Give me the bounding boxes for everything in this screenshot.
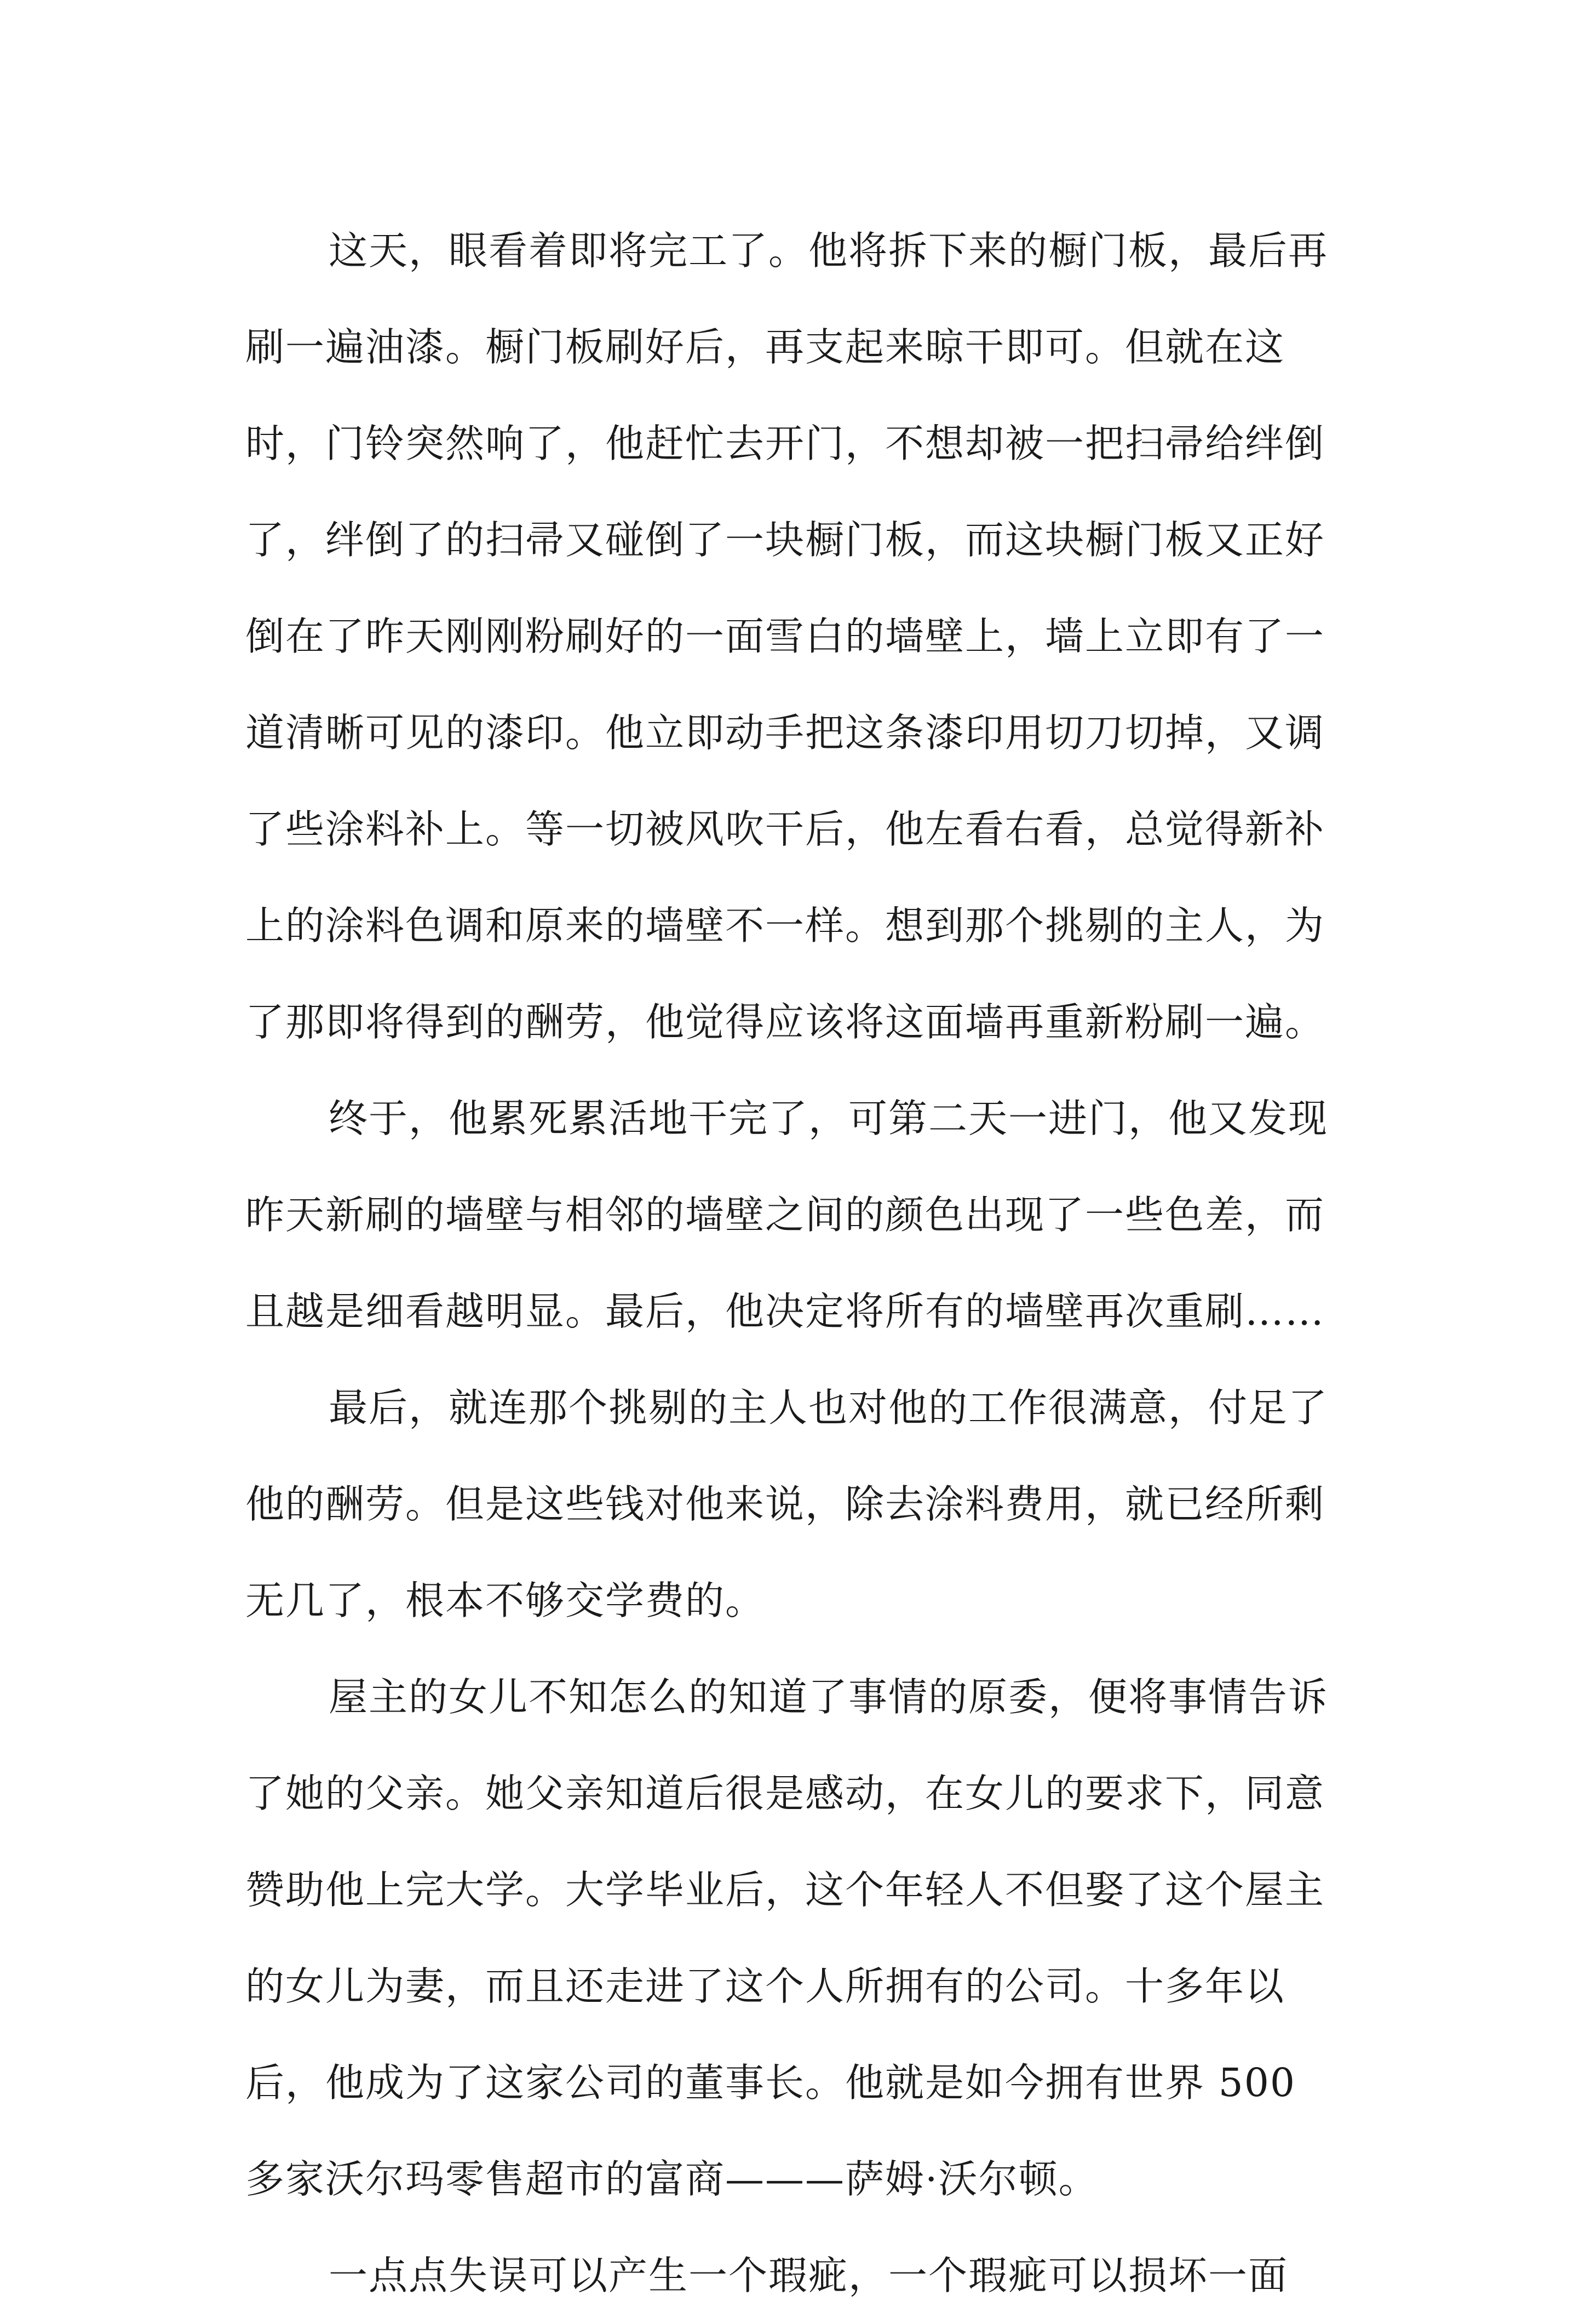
paragraph: 终于，他累死累活地干完了，可第二天一进门，他又发现昨天新刷的墙壁与相邻的墙壁之间的颜色出现了一些色差，而且越是细看越明显。最后，他决定将所有的墙壁再次重刷……	[245, 1096, 1329, 1334]
paragraph: 这天，眼看着即将完工了。他将拆下来的橱门板，最后再刷一遍油漆。橱门板刷好后，再支起来晾干即可。但就在这时，门铃突然响了，他赶忙去开门，不想却被一把扫帚给绊倒了，绊倒了的扫帚又碰倒了一块橱门板，而这块橱门板又正好倒在了昨天刚刚粉刷好的一面雪白的墙壁上，墙上立即有了一道清晰可见的漆印。他立即动手把这条漆印用切刀切掉，又调了些涂料补上。等一切被风吹干后，他左看右看，总觉得新补上的涂料色调和原来的墙壁不一样。想到那个挑剔的主人，为了那即将得到的酬劳，他觉得应该将这面墙再重新粉刷一遍。	[245, 228, 1329, 1045]
paragraph: 一点点失误可以产生一个瑕疵，一个瑕疵可以损坏一面	[329, 2253, 1289, 2298]
paragraph: 最后，就连那个挑剔的主人也对他的工作很满意，付足了他的酬劳。但是这些钱对他来说，除去涂料费用，就已经所剩无几了，根本不够交学费的。	[245, 1385, 1329, 1623]
paragraph: 屋主的女儿不知怎么的知道了事情的原委，便将事情告诉了她的父亲。她父亲知道后很是感动，在女儿的要求下，同意赞助他上完大学。大学毕业后，这个年轻人不但娶了这个屋主的女儿为妻，而且还走进了这个人所拥有的公司。十多年以后，他成为了这家公司的董事长。他就是如今拥有世界 500 多家沃尔玛零售超市的富商———萨姆·沃尔顿。	[245, 1674, 1329, 2202]
body-text	[245, 203, 1341, 2324]
